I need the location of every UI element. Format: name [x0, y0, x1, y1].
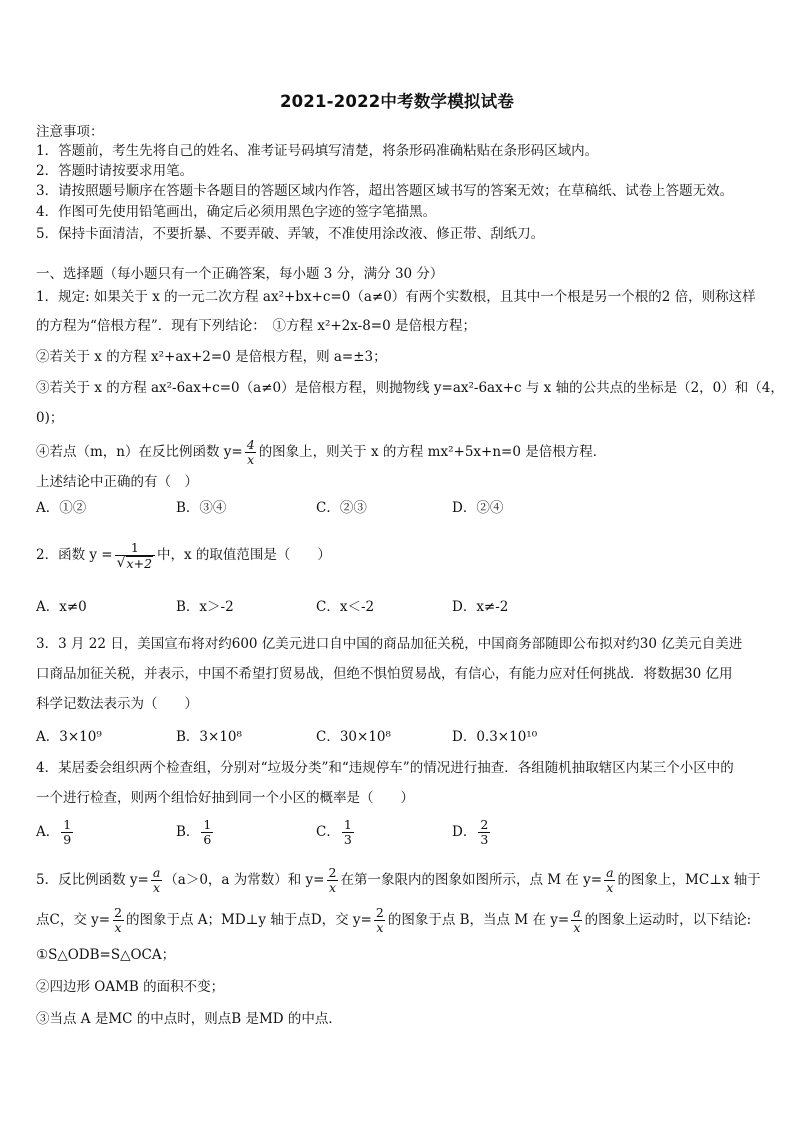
option-label: A． [36, 824, 60, 840]
q5-text: 5．反比例函数 y= [36, 872, 149, 888]
q1-line-4 [36, 438, 764, 467]
fraction-numerator: a [152, 865, 161, 880]
q1-line: 的方程为“倍根方程”．现有下列结论： ①方程 x²+2x-8=0 是倍根方程； [36, 318, 476, 334]
q2-stem [36, 541, 764, 570]
q5-line-1 [36, 866, 764, 895]
fraction-numerator: 2 [480, 817, 489, 832]
q4-line: 一个进行检查，则两个组恰好抽到同一个小区的概率是（ ） [36, 790, 414, 806]
q5-conclusion: ①S△ODB=S△OCA； [36, 947, 176, 963]
notice-heading: 注意事项： [36, 124, 104, 140]
option-d[interactable]: D．②④ [452, 500, 504, 516]
fraction-denominator: 3 [343, 832, 352, 847]
option-c[interactable]: C．②③ [316, 500, 367, 516]
q1-line: ②若关于 x 的方程 x²+ax+2=0 是倍根方程，则 a=±3； [36, 349, 387, 365]
q1-line: 1．规定: 如果关于 x 的一元二次方程 ax²+bx+c=0（a≠0）有两个实数根，且其中一个根是另一个根的2 倍，则称这样 [36, 289, 756, 305]
q5-line-2 [36, 906, 764, 935]
fraction-denominator: x [573, 920, 581, 935]
fraction-numerator: 2 [375, 905, 384, 920]
fraction-numerator: 4 [246, 437, 255, 452]
fraction [61, 818, 73, 847]
fraction-denominator: 9 [63, 832, 72, 847]
q1-prompt: 上述结论中正确的有（ ） [36, 474, 198, 490]
q1-l4-prefix: ④若点（m，n）在反比例函数 y= [36, 444, 243, 460]
option-a[interactable]: A．x≠0 [36, 599, 87, 615]
option-c[interactable]: C．30×10⁸ [316, 729, 391, 745]
q5-conclusion: ③当点 A 是MC 的中点时，则点B 是MD 的中点． [36, 1011, 342, 1027]
fraction [571, 906, 582, 935]
option-a[interactable]: A．3×10⁹ [36, 729, 102, 745]
fraction-numerator: 2 [328, 865, 337, 880]
fraction-numerator: a [573, 905, 581, 920]
option-c[interactable]: C．x＜-2 [316, 599, 375, 615]
fraction-denominator: x [376, 920, 384, 935]
fraction-numerator: 1 [63, 817, 72, 832]
fraction-denominator: x [328, 880, 336, 895]
fraction-denominator: x [153, 880, 161, 895]
section-heading: 一、选择题（每小题只有一个正确答案，每小题 3 分，满分 30 分） [36, 266, 444, 282]
notice-item: 4．作图可先使用铅笔画出，确定后必须用黑色字迹的签字笔描黑。 [36, 204, 437, 220]
fraction [201, 818, 213, 847]
option-a[interactable] [36, 818, 75, 847]
q3-line: 口商品加征关税，并表示，中国不希望打贸易战，但绝不惧怕贸易战，有信心，有能力应对任何挑战．将数据30 亿用 [36, 666, 733, 682]
option-b[interactable]: B．③④ [176, 500, 227, 516]
option-d[interactable] [452, 818, 492, 847]
option-d[interactable]: D．x≠-2 [452, 599, 509, 615]
q2-suffix: 中，x 的取值范围是（ ） [157, 547, 331, 563]
sqrt-symbol [117, 556, 153, 570]
fraction-denominator: x [247, 452, 255, 467]
q5-text: 的图象上运动时，以下结论: [584, 912, 752, 928]
option-b[interactable] [176, 818, 215, 847]
notice-item: 1．答题前，考生先将自己的姓名、准考证号码填写清楚，将条形码准确粘贴在条形码区域内。 [36, 143, 599, 159]
q2-prefix: 2．函数 y = [36, 547, 113, 563]
fraction [374, 906, 386, 935]
fraction-denominator: 3 [480, 832, 489, 847]
q5-text: 的图象于点 B，当点 M 在 y= [387, 912, 570, 928]
fraction-numerator: 1 [203, 817, 212, 832]
q5-text: 的图象上，MC⊥x 轴于 [617, 872, 761, 888]
q1-line: ③若关于 x 的方程 ax²-6ax+c=0（a≠0）是倍根方程，则抛物线 y=ax²-6ax+c 与 x 轴的公共点的坐标是（2，0）和（4， [36, 380, 784, 396]
fraction-numerator: a [606, 865, 614, 880]
q1-line: 0)； [36, 410, 64, 426]
fraction [245, 438, 257, 467]
fraction [604, 866, 615, 895]
fraction-denominator [115, 555, 155, 570]
fraction [115, 541, 155, 570]
option-c[interactable] [316, 818, 356, 847]
option-label: D． [452, 824, 477, 840]
fraction [112, 906, 124, 935]
q5-text: 的图象于点 A；MD⊥y 轴于点D，交 y= [126, 912, 372, 928]
q5-text: 在第一象限内的图象如图所示，点 M 在 y= [340, 872, 603, 888]
option-d[interactable]: D．0.3×10¹⁰ [452, 729, 538, 745]
page-title: 2021-2022中考数学模拟试卷 [279, 92, 515, 111]
q3-line: 3．3 月 22 日，美国宣布将对约600 亿美元进口自中国的商品加征关税，中国商务部随即公布拟对约30 亿美元自美进 [36, 636, 743, 652]
option-b[interactable]: B．x＞-2 [176, 599, 234, 615]
notice-item: 3．请按照题号顺序在答题卡各题目的答题区域内作答，超出答题区域书写的答案无效；在草稿纸、试卷上答题无效。 [36, 183, 734, 199]
fraction [478, 818, 490, 847]
q1-l4-suffix: 的图象上，则关于 x 的方程 mx²+5x+n=0 是倍根方程． [258, 444, 607, 460]
option-b[interactable]: B．3×10⁸ [176, 729, 242, 745]
option-label: C． [316, 824, 340, 840]
fraction-numerator: 2 [114, 905, 123, 920]
notice-item: 2．答题时请按要求用笔。 [36, 163, 194, 179]
q5-conclusion: ②四边形 OAMB 的面积不变； [36, 979, 225, 995]
fraction [342, 818, 354, 847]
option-a[interactable]: A．①② [36, 500, 87, 516]
fraction-denominator: 6 [203, 832, 212, 847]
fraction [151, 866, 162, 895]
q3-line: 科学记数法表示为（ ） [36, 696, 198, 712]
q5-text: 点C，交 y= [36, 912, 111, 928]
radical-sign-icon: √ [116, 555, 126, 571]
fraction-numerator: 1 [343, 817, 352, 832]
option-label: B． [176, 824, 200, 840]
fraction-denominator: x [114, 920, 122, 935]
q5-text: （a＞0，a 为常数）和 y= [164, 872, 325, 888]
radicand: x+2 [126, 556, 153, 571]
notice-item: 5．保持卡面清洁，不要折暴、不要弄破、弄皱，不准使用涂改液、修正带、刮纸刀。 [36, 226, 545, 242]
q4-line: 4．某居委会组织两个检查组，分别对“垃圾分类”和“违规停车”的情况进行抽查．各组随机抽取辖区内某三个小区中的 [36, 760, 734, 776]
fraction-denominator: x [606, 880, 614, 895]
fraction-numerator: 1 [130, 540, 139, 555]
fraction [327, 866, 339, 895]
